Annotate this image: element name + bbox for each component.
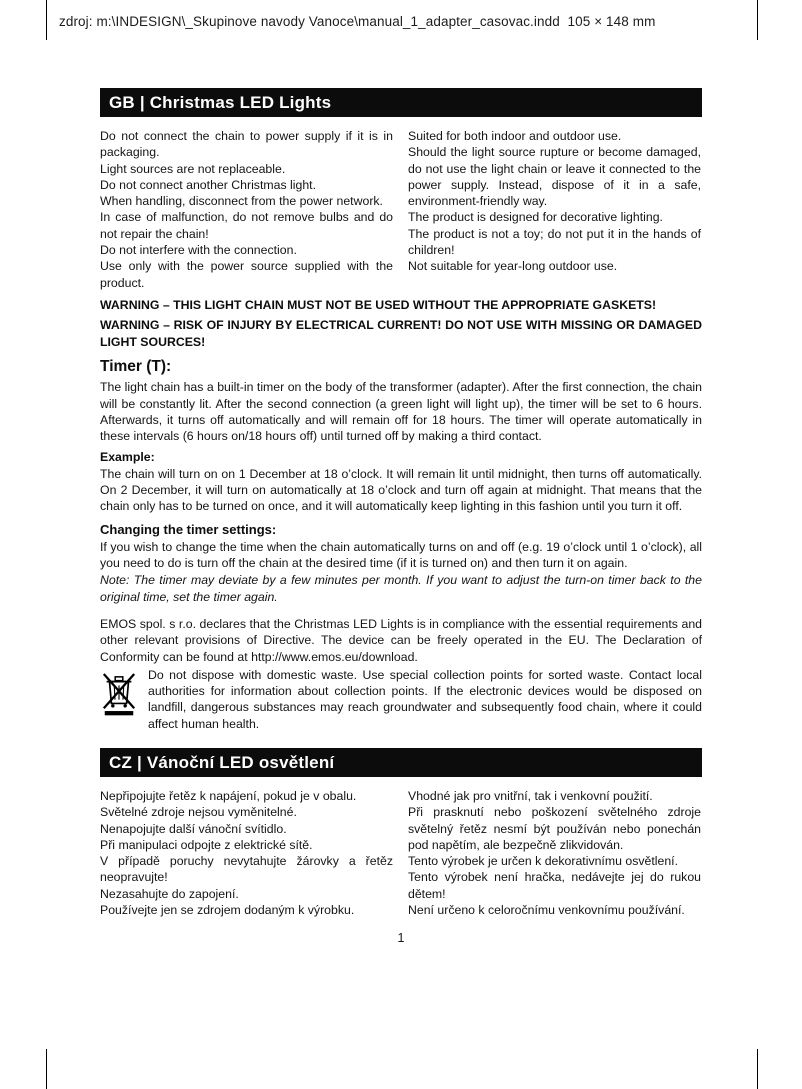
cz-safety-columns	[100, 788, 702, 918]
gb-section-title: GB | Christmas LED Lights	[109, 93, 332, 112]
weee-crossed-bin-icon	[100, 669, 140, 719]
example-label: Example:	[100, 449, 155, 464]
safety-line: Nenapojujte další vánoční svítidlo.	[100, 821, 287, 836]
safety-line: Tento výrobek není hračka, nedávejte jej do rukou dětem!	[408, 870, 701, 901]
safety-line: The product is designed for decorative lighting.	[408, 210, 663, 225]
safety-line: In case of malfunction, do not remove bulbs and do not repair the chain!	[100, 210, 393, 241]
safety-line: Při prasknutí nebo poškození světelného zdroje světelný řetěz nesmí být používán nebo ponechán pod napětím, ale bezpečně zlikvidován.	[408, 805, 701, 852]
safety-line: Není určeno k celoročnímu venkovnímu používání.	[408, 903, 685, 918]
safety-line: Do not connect the chain to power supply if it is in packaging.	[100, 129, 393, 160]
safety-line: The product is not a toy; do not put it in the hands of children!	[408, 226, 701, 258]
emos-declaration-paragraph: EMOS spol. s r.o. declares that the Christmas LED Lights is in compliance with the essential requirements and other relevant provisions of Directive. The device can be freely operated in the EU. The Declaration of Conformity can be found at http://www.emos.eu/download.	[100, 616, 702, 664]
gb-right-column	[408, 128, 701, 291]
safety-line: Tento výrobek je určen k dekorativnímu osvětlení.	[408, 854, 678, 869]
cz-left-column	[100, 788, 393, 918]
safety-line: Při manipulaci odpojte z elektrické sítě.	[100, 837, 313, 852]
safety-line: Do not connect another Christmas light.	[100, 177, 316, 192]
gb-safety-columns	[100, 128, 702, 291]
crop-mark-top-right	[757, 0, 758, 40]
cz-section-header	[100, 748, 702, 777]
safety-line: When handling, disconnect from the power network.	[100, 194, 383, 209]
timer-note-paragraph: Note: The timer may deviate by a few minutes per month. If you want to adjust the turn-on timer back to the original time, set the timer again.	[100, 573, 702, 604]
crop-mark-top-left	[46, 0, 47, 40]
weee-disposal-block	[100, 667, 702, 732]
timer-paragraph: The light chain has a built-in timer on the body of the transformer (adapter). After the first connection, the chain will be constantly lit. After the second connection (a green light will light up), the timer will be set to 6 hours. Afterwards, it turns off automatically and will remain off for 18 hours. The timer will operate automatically in these intervals (6 hours on/18 hours off) until turned off by making a third contact.	[100, 380, 702, 444]
gb-section-header	[100, 88, 702, 117]
safety-line: Use only with the power source supplied with the product.	[100, 259, 393, 290]
safety-line: Light sources are not replaceable.	[100, 161, 286, 176]
example-paragraph: The chain will turn on on 1 December at 18 o’clock. It will remain lit until midnight, then turns off automatically. On 2 December, it will turn on automatically at 18 o’clock and turn off again at midnight. That means that the chain only has to be turned on once, and it will automatically keep lighting in this fashion until you turn it off.	[100, 466, 702, 514]
source-path-label: zdroj: m:\INDESIGN\_Skupinove navody Vanoce\manual_1_adapter_casovac.indd 105 × 148 mm	[59, 14, 656, 29]
safety-line: Do not interfere with the connection.	[100, 243, 297, 258]
safety-line: Should the light source rupture or become damaged, do not use the light chain or leave it connected to the power supply. Instead, dispose of it in a safe, environment-friendly way.	[408, 145, 701, 209]
safety-line: Nepřipojujte řetěz k napájení, pokud je v obalu.	[100, 789, 357, 803]
crop-mark-bottom-left	[46, 1049, 47, 1089]
page-number: 1	[397, 931, 405, 946]
safety-line: Not suitable for year-long outdoor use.	[408, 259, 618, 274]
changing-timer-paragraph: If you wish to change the time when the chain automatically turns on and off (e.g. 19 o’clock until 1 o’clock), all you need to do is turn off the chain at the desired time (if it is turned on) and then turn it on again.	[100, 539, 702, 571]
gb-left-column	[100, 128, 393, 291]
changing-timer-heading: Changing the timer settings:	[100, 521, 277, 537]
safety-line: Světelné zdroje nejsou vyměnitelné.	[100, 805, 297, 820]
warning-electrical: WARNING – RISK OF INJURY BY ELECTRICAL CURRENT! DO NOT USE WITH MISSING OR DAMAGED LIGHT SOURCES!	[100, 317, 702, 349]
safety-line: V případě poruchy nevytahujte žárovky a řetěz neopravujte!	[100, 854, 393, 885]
warning-gaskets: WARNING – THIS LIGHT CHAIN MUST NOT BE USED WITHOUT THE APPROPRIATE GASKETS!	[100, 297, 657, 312]
timer-heading: Timer (T):	[100, 358, 172, 376]
safety-line: Vhodné jak pro vnitřní, tak i venkovní použití.	[408, 789, 653, 803]
weee-paragraph: Do not dispose with domestic waste. Use special collection points for sorted waste. Contact local authorities for information about collection points. If the electronic devices would be disposed on landfill, dangerous substances may reach groundwater and subsequently food chain, where it could affect human health.	[148, 667, 702, 731]
manual-page	[100, 88, 702, 945]
safety-line: Nezasahujte do zapojení.	[100, 886, 239, 901]
safety-line: Používejte jen se zdrojem dodaným k výrobku.	[100, 903, 355, 918]
safety-line: Suited for both indoor and outdoor use.	[408, 129, 622, 143]
cz-right-column	[408, 788, 701, 918]
cz-section-title: CZ | Vánoční LED osvětlení	[109, 753, 335, 772]
crop-mark-bottom-right	[757, 1049, 758, 1089]
